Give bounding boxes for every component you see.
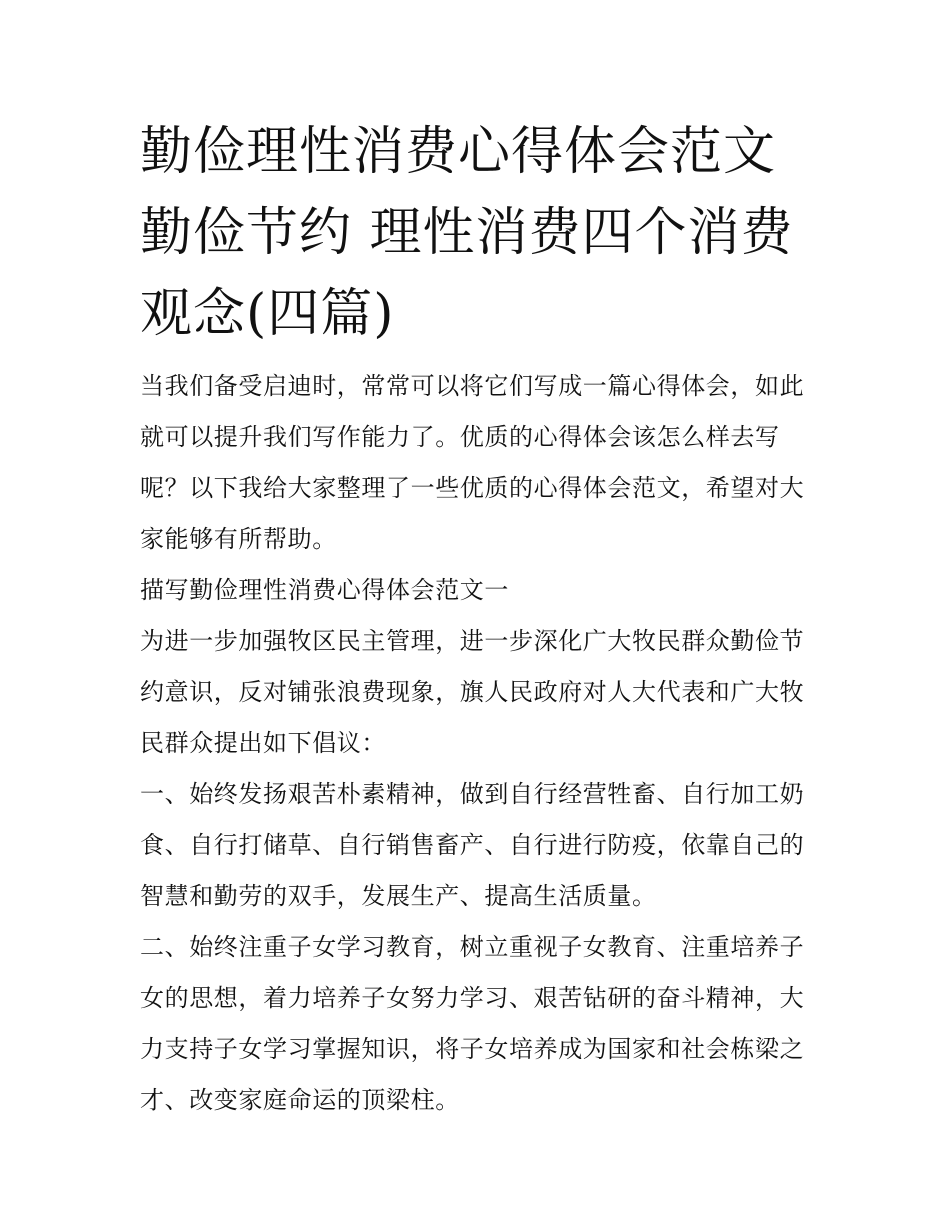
document-title: 勤俭理性消费心得体会范文 勤俭节约 理性消费四个消费观念(四篇) — [140, 122, 794, 344]
paragraph-section-heading: 描写勤俭理性消费心得体会范文一 — [140, 576, 509, 604]
paragraph-proposal: 为进一步加强牧区民主管理，进一步深化广大牧民群众勤俭节约意识，反对铺张浪费现象，旗人民政府对人大代表和广大牧民群众提出如下倡议： — [140, 627, 805, 757]
paragraph-point-one: 一、始终发扬艰苦朴素精神，做到自行经营牲畜、自行加工奶食、自行打储草、自行销售畜产、自行进行防疫，依靠自己的智慧和勤劳的双手，发展生产、提高生活质量。 — [140, 780, 805, 910]
document-content — [140, 112, 812, 1126]
paragraph-intro: 当我们备受启迪时，常常可以将它们写成一篇心得体会，如此就可以提升我们写作能力了。优质的心得体会该怎么样去写呢？以下我给大家整理了一些优质的心得体会范文，希望对大家能够有所帮助。 — [140, 372, 805, 553]
paragraph-point-two: 二、始终注重子女学习教育，树立重视子女教育、注重培养子女的思想，着力培养子女努力学习、艰苦钻研的奋斗精神，大力支持子女学习掌握知识，将子女培养成为国家和社会栋梁之才、改变家庭命运的顶梁柱。 — [140, 933, 805, 1114]
